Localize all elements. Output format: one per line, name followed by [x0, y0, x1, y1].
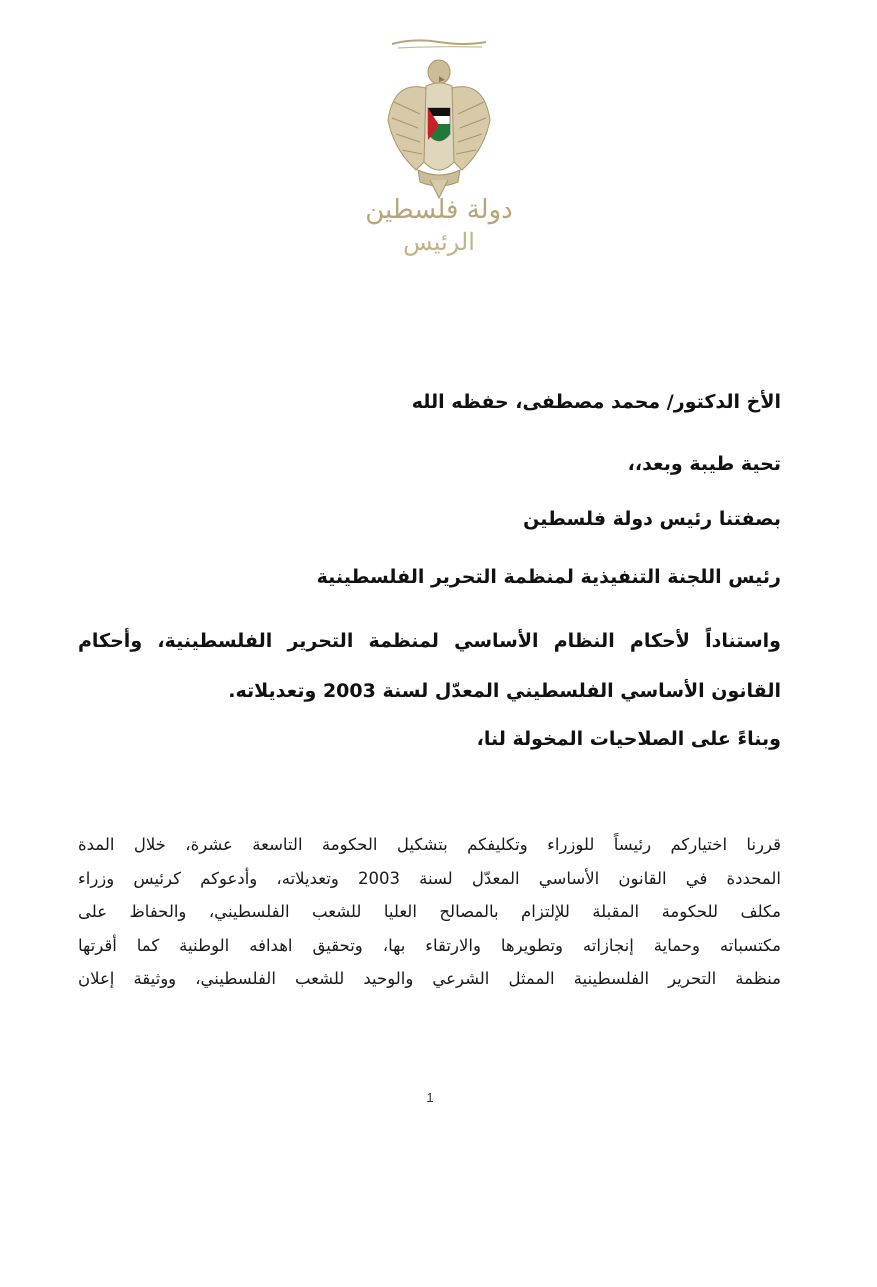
paragraph-line: المحددة في القانون الأساسي المعدّل لسنة 2003 وتعديلاته، وأدعوكم كرئيس وزراء	[78, 868, 781, 888]
page-number: 1	[426, 1090, 434, 1105]
decision-paragraph	[78, 828, 781, 996]
capacity-line-president: بصفتنا رئيس دولة فلسطين	[523, 508, 781, 530]
powers-line: وبناءً على الصلاحيات المخولة لنا،	[476, 728, 781, 750]
legal-basis-paragraph: واستناداً لأحكام النظام الأساسي لمنظمة التحرير الفلسطينية، وأحكام القانون الأساسي الفلسطيني المعدّل لسنة 2003 وتعديلاته.	[78, 630, 781, 702]
capacity-line-plo: رئيس اللجنة التنفيذية لمنظمة التحرير الفلسطينية	[316, 566, 781, 588]
emblem-office-title: الرئيس	[403, 228, 475, 256]
paragraph-line: قررنا اختياركم رئيساً للوزراء وتكليفكم بتشكيل الحكومة التاسعة عشرة، خلال المدة	[78, 835, 781, 854]
paragraph-line: مكتسباته وحماية إنجازاته وتطويرها والارتقاء بها، وتحقيق اهدافه الوطنية كما أقرتها	[78, 935, 781, 955]
paragraph-line: منظمة التحرير الفلسطينية الممثل الشرعي والوحيد للشعب الفلسطيني، ووثيقة إعلان	[78, 969, 781, 988]
emblem-state-name: دولة فلسطين	[365, 195, 513, 225]
state-emblem	[354, 30, 524, 260]
paragraph-line: مكلف للحكومة المقبلة للإلتزام بالمصالح العليا للشعب الفلسطيني، والحفاظ على	[78, 902, 781, 921]
addressee-line: الأخ الدكتور/ محمد مصطفى، حفظه الله	[411, 391, 781, 413]
eagle-emblem-icon	[354, 30, 524, 260]
greeting-line: تحية طيبة وبعد،،	[627, 453, 781, 475]
